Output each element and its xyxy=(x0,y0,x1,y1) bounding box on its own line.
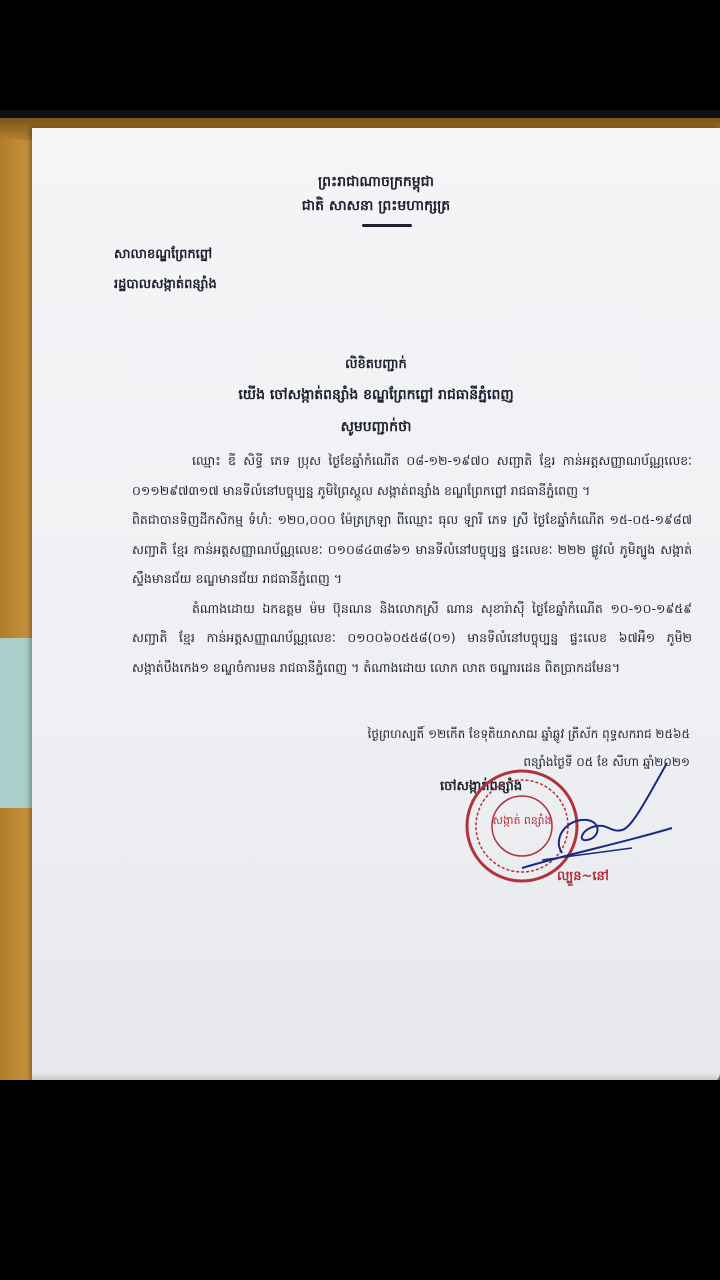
stamp-text: សង្កាត់ ពន្សាំង xyxy=(492,814,552,827)
issuing-office xyxy=(114,240,217,300)
paragraph-purchase: ពិតជាបានទិញដីកសិកម្ម ទំហំ: ១២០,០០០ ម៉ែត្រក្រឡា ពីឈ្មោះ ធុល ឡារី ភេទ ស្រី ថ្ងៃខែឆ្នាំកំណើត ១៥-០៥-១៩៨៧ សញ្ជាតិ ខ្មែរ កាន់អត្តសញ្ញាណប័ណ្ណលេខៈ ០១០៨៤៣៨៦១ មានទីលំនៅបច្ចុប្បន្ន ផ្ទះលេខៈ ២២២ ផ្លូវលំ ភូមិត្បូង សង្កាត់ស្ទឹងមានជ័យ ខណ្ឌមានជ័យ រាជធានីភ្នំពេញ ។ xyxy=(132,512,692,586)
kingdom-name: ព្រះរាជាណាចក្រកម្ពុជា xyxy=(317,174,434,190)
office-commune: រដ្ឋបាលសង្កាត់ពន្សាំង xyxy=(114,277,217,292)
handwritten-signature xyxy=(482,758,682,878)
paragraph-representative: តំណាងដោយ ឯកឧត្តម ម៉ម ប៊ុនណន និងលោកស្រី ណាន សុខារ៉ាស៊ី ថ្ងៃខែឆ្នាំកំណើត ១០-១០-១៩៥៩ សញ្ជាតិ ខ្មែរ កាន់អត្តសញ្ញាណប័ណ្ណលេខៈ ០១០០៦០៥៥៨(០១) មានទីលំនៅបច្ចុប្បន្ន ផ្ទះលេខ ៦៧អឺ១ ភូមិ២ សង្កាត់បឹងកេង១ ខណ្ឌចំការមន រាជធានីភ្នំពេញ ។ តំណាងដោយ លោក លាត ចណ្ឌារដេន ពិតប្រាកដមែន។ xyxy=(132,600,692,675)
certify-line: សូមបញ្ជាក់ថា xyxy=(340,419,412,435)
document-body xyxy=(132,446,692,682)
kingdom-header xyxy=(32,170,720,218)
issuer-line: យើង ចៅសង្កាត់ពន្សាំង ខណ្ឌព្រែកព្នៅ រាជធានីភ្នំពេញ xyxy=(238,387,514,403)
office-district: សាលាខណ្ឌព្រែកព្នៅ xyxy=(114,247,213,262)
paper-sheet xyxy=(32,128,720,1080)
manila-folder xyxy=(0,118,720,1080)
header-divider xyxy=(362,224,412,227)
lunar-date: ថ្ងៃព្រហស្បតិ៍ ១២កើត ខែទុតិយាសាឍ ឆ្នាំឆ្លូវ ត្រីស័ក ពុទ្ធសករាជ ២៥៦៥ xyxy=(367,727,690,741)
paper-shadow xyxy=(32,1073,720,1080)
signer-name: ល្បួន~នៅ xyxy=(557,869,609,884)
signer-title: ចៅសង្កាត់ពន្សាំង xyxy=(440,779,523,794)
paragraph-buyer: ឈ្មោះ ឌី សិទ្ធី ភេទ ប្រុស ថ្ងៃខែឆ្នាំកំណើត ០៨-១២-១៩៧០ សញ្ជាតិ ខ្មែរ កាន់អត្តសញ្ញាណប័ណ្ណលេខៈ ០១១២៩៧៣១៧ មានទីលំនៅបច្ចុប្បន្ន ភូមិព្រៃស្ពួល សង្កាត់ពន្សាំង ខណ្ឌព្រែកព្នៅ រាជធានីភ្នំពេញ ។ xyxy=(132,453,692,498)
national-motto: ជាតិ សាសនា ព្រះមហាក្សត្រ xyxy=(301,198,451,214)
solar-date: ពន្សាំងថ្ងៃទី ០៥ ខែ សីហា ឆ្នាំ២០២១ xyxy=(523,755,690,769)
document-title: លិខិតបញ្ជាក់ xyxy=(345,357,407,372)
document-photo xyxy=(0,110,720,1080)
